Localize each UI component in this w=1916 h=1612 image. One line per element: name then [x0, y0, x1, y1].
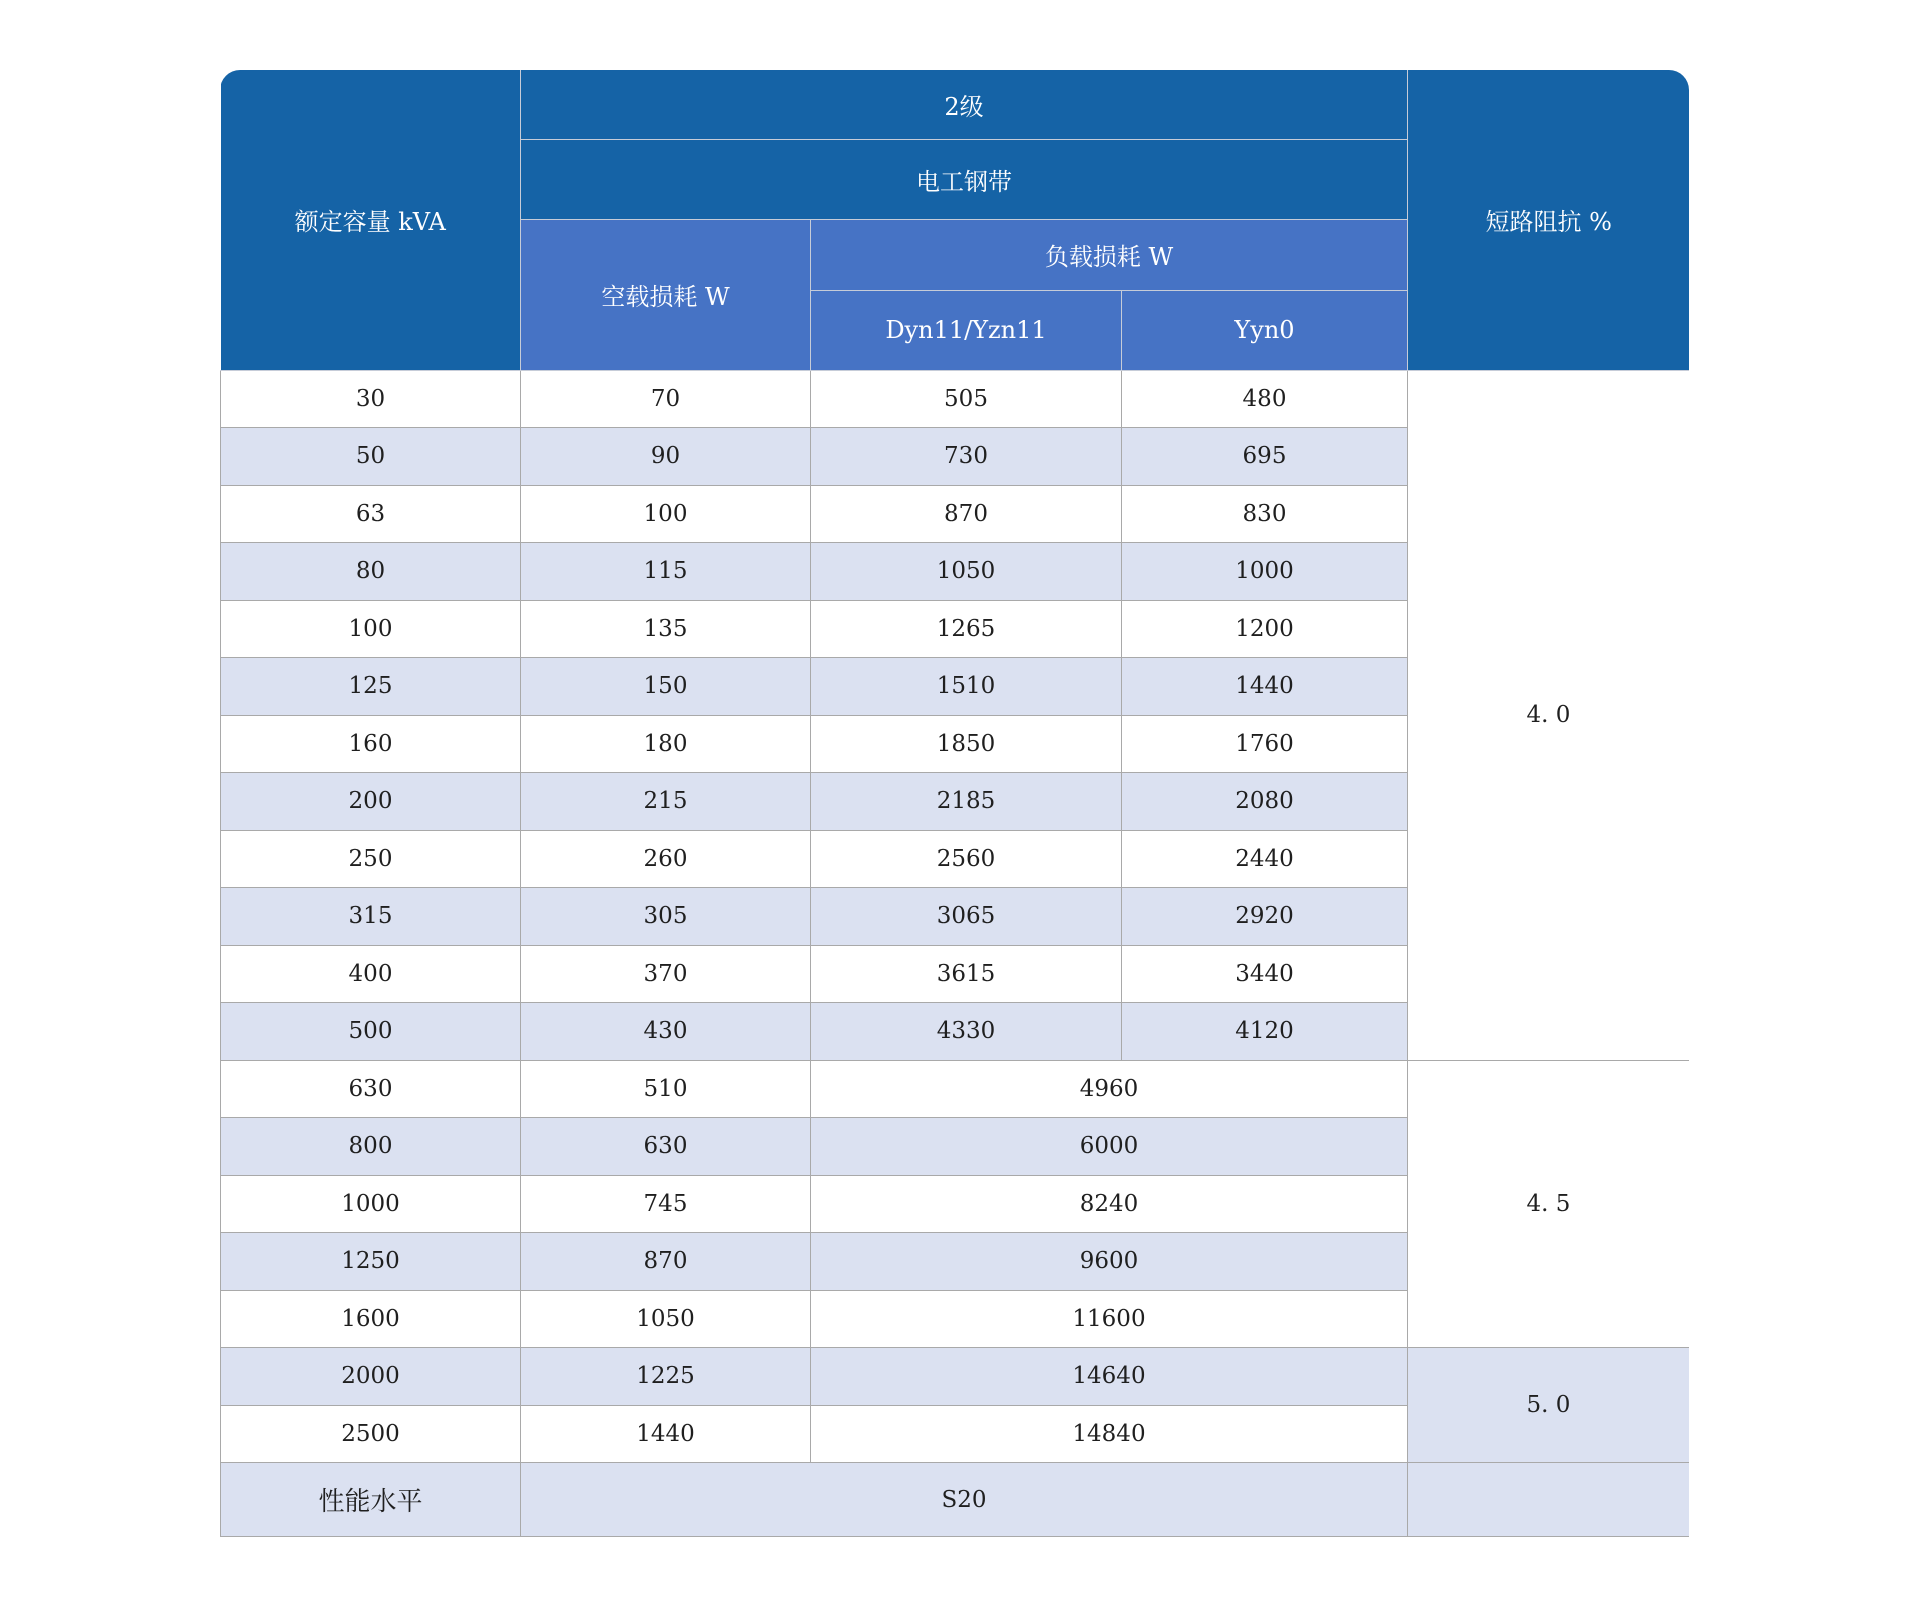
impedance-cell: 4. 5	[1408, 1060, 1690, 1348]
load-loss-yyn-cell: 3440	[1122, 945, 1408, 1003]
no-load-loss-cell: 370	[521, 945, 811, 1003]
impedance-cell: 4. 0	[1408, 370, 1690, 1060]
load-loss-dyn-cell: 4330	[811, 1003, 1122, 1061]
capacity-cell: 100	[221, 600, 521, 658]
performance-value-cell: S20	[521, 1463, 1408, 1537]
load-loss-dyn-cell: 3065	[811, 888, 1122, 946]
header-level-cell: 2级	[521, 70, 1408, 139]
header-load-loss-cell: 负载损耗 W	[811, 219, 1408, 290]
capacity-cell: 630	[221, 1060, 521, 1118]
capacity-cell: 1000	[221, 1175, 521, 1233]
capacity-cell: 250	[221, 830, 521, 888]
performance-row	[221, 1463, 1690, 1537]
capacity-cell: 2000	[221, 1348, 521, 1406]
header-row-level	[221, 70, 1690, 139]
capacity-cell: 160	[221, 715, 521, 773]
load-loss-yyn-cell: 1760	[1122, 715, 1408, 773]
no-load-loss-cell: 1440	[521, 1405, 811, 1463]
no-load-loss-cell: 430	[521, 1003, 811, 1061]
load-loss-yyn-cell: 1000	[1122, 543, 1408, 601]
capacity-cell: 800	[221, 1118, 521, 1176]
performance-impedance-cell	[1408, 1463, 1690, 1537]
capacity-cell: 500	[221, 1003, 521, 1061]
no-load-loss-cell: 745	[521, 1175, 811, 1233]
header-steel-cell: 电工钢带	[521, 139, 1408, 219]
load-loss-yyn-cell: 2080	[1122, 773, 1408, 831]
no-load-loss-cell: 260	[521, 830, 811, 888]
load-loss-dyn-cell: 870	[811, 485, 1122, 543]
load-loss-yyn-cell: 1200	[1122, 600, 1408, 658]
no-load-loss-cell: 305	[521, 888, 811, 946]
header-yyn-cell: Yyn0	[1122, 290, 1408, 370]
load-loss-dyn-cell: 3615	[811, 945, 1122, 1003]
no-load-loss-cell: 115	[521, 543, 811, 601]
capacity-cell: 315	[221, 888, 521, 946]
load-loss-yyn-cell: 695	[1122, 428, 1408, 486]
load-loss-cell: 4960	[811, 1060, 1408, 1118]
header-no-load-loss-cell: 空载损耗 W	[521, 219, 811, 370]
load-loss-yyn-cell: 4120	[1122, 1003, 1408, 1061]
capacity-cell: 50	[221, 428, 521, 486]
table-row	[221, 1348, 1690, 1406]
load-loss-dyn-cell: 730	[811, 428, 1122, 486]
capacity-cell: 400	[221, 945, 521, 1003]
no-load-loss-cell: 135	[521, 600, 811, 658]
capacity-cell: 2500	[221, 1405, 521, 1463]
no-load-loss-cell: 100	[521, 485, 811, 543]
header-dyn-cell: Dyn11/Yzn11	[811, 290, 1122, 370]
transformer-loss-table	[220, 70, 1689, 1537]
no-load-loss-cell: 90	[521, 428, 811, 486]
performance-label-cell: 性能水平	[221, 1463, 521, 1537]
load-loss-cell: 9600	[811, 1233, 1408, 1291]
no-load-loss-cell: 1050	[521, 1290, 811, 1348]
load-loss-dyn-cell: 2185	[811, 773, 1122, 831]
load-loss-dyn-cell: 1050	[811, 543, 1122, 601]
no-load-loss-cell: 180	[521, 715, 811, 773]
load-loss-dyn-cell: 1510	[811, 658, 1122, 716]
no-load-loss-cell: 1225	[521, 1348, 811, 1406]
load-loss-yyn-cell: 1440	[1122, 658, 1408, 716]
capacity-cell: 63	[221, 485, 521, 543]
table-footer	[221, 1463, 1690, 1537]
no-load-loss-cell: 510	[521, 1060, 811, 1118]
capacity-cell: 200	[221, 773, 521, 831]
load-loss-yyn-cell: 2440	[1122, 830, 1408, 888]
spec-table-body	[221, 370, 1690, 1463]
load-loss-dyn-cell: 1265	[811, 600, 1122, 658]
load-loss-dyn-cell: 2560	[811, 830, 1122, 888]
capacity-cell: 30	[221, 370, 521, 428]
load-loss-yyn-cell: 2920	[1122, 888, 1408, 946]
no-load-loss-cell: 630	[521, 1118, 811, 1176]
load-loss-yyn-cell: 830	[1122, 485, 1408, 543]
no-load-loss-cell: 150	[521, 658, 811, 716]
table-row	[221, 370, 1690, 428]
no-load-loss-cell: 870	[521, 1233, 811, 1291]
spec-table	[220, 70, 1689, 1537]
header-capacity-cell: 额定容量 kVA	[221, 70, 521, 370]
load-loss-dyn-cell: 1850	[811, 715, 1122, 773]
load-loss-cell: 8240	[811, 1175, 1408, 1233]
load-loss-cell: 14640	[811, 1348, 1408, 1406]
capacity-cell: 80	[221, 543, 521, 601]
table-header	[221, 70, 1690, 370]
capacity-cell: 125	[221, 658, 521, 716]
load-loss-yyn-cell: 480	[1122, 370, 1408, 428]
load-loss-cell: 11600	[811, 1290, 1408, 1348]
capacity-cell: 1250	[221, 1233, 521, 1291]
no-load-loss-cell: 215	[521, 773, 811, 831]
header-impedance-cell: 短路阻抗 %	[1408, 70, 1690, 370]
no-load-loss-cell: 70	[521, 370, 811, 428]
load-loss-cell: 6000	[811, 1118, 1408, 1176]
impedance-cell: 5. 0	[1408, 1348, 1690, 1463]
capacity-cell: 1600	[221, 1290, 521, 1348]
load-loss-cell: 14840	[811, 1405, 1408, 1463]
load-loss-dyn-cell: 505	[811, 370, 1122, 428]
table-row	[221, 1060, 1690, 1118]
